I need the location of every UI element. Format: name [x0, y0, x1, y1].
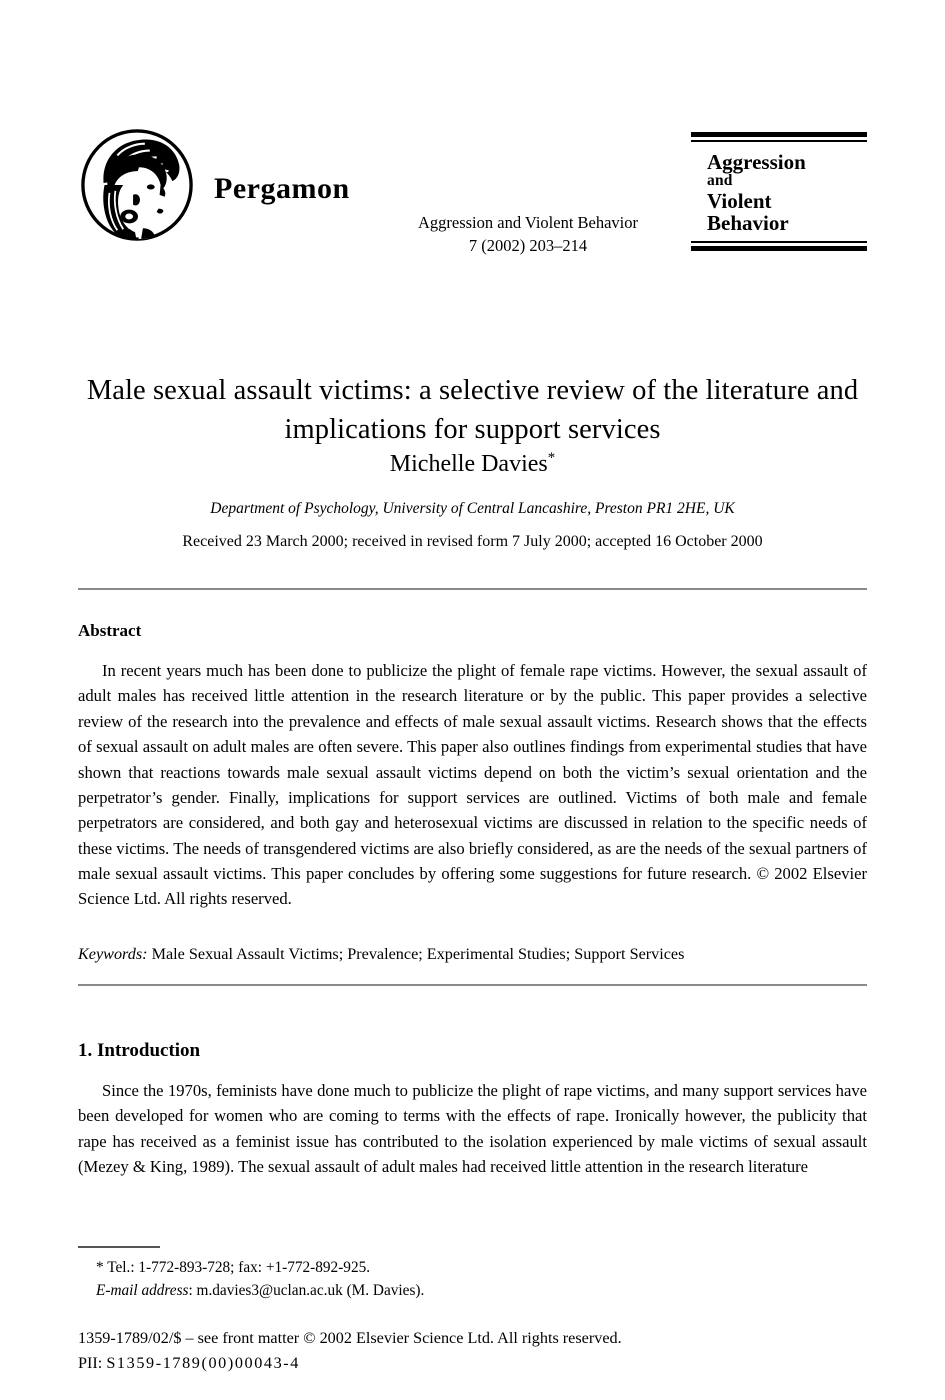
section-heading-introduction: 1. Introduction: [78, 1040, 201, 1061]
masthead-word-aggression: Aggression: [707, 150, 806, 174]
colophon: [78, 1326, 867, 1375]
pii-value: S1359-1789(00)00043-4: [106, 1353, 300, 1372]
author-affiliation: Department of Psychology, University of Central Lancashire, Preston PR1 2HE, UK: [210, 500, 735, 517]
journal-reference: [378, 212, 678, 258]
masthead-word-behavior: Behavior: [707, 210, 789, 235]
section-body-introduction: Since the 1970s, feminists have done much to publicize the plight of rape victims, and many support services have been developed for women who are coming to terms with the effects of rape. Ironically however, the publicity that rape has received as a feminist issue has contributed to the isolation experienced by male victims of sexual assault (Mezey & King, 1989). The sexual assault of adult males had received little attention in the research literature: [78, 1081, 867, 1177]
author-name: [78, 450, 867, 478]
pergamon-coin-icon: [78, 126, 196, 244]
masthead: [78, 126, 867, 271]
keywords-label: Keywords:: [78, 945, 148, 963]
keywords: [78, 945, 867, 964]
footnote-email: [78, 1279, 778, 1302]
footnote-email-value: : m.davies3@uclan.ac.uk (M. Davies).: [188, 1282, 425, 1300]
submission-dates: Received 23 March 2000; received in revised form 7 July 2000; accepted 16 October 2000: [182, 533, 763, 550]
abstract-heading: Abstract: [78, 621, 142, 640]
abstract-body: In recent years much has been done to publicize the plight of female rape victims. However, the sexual assault of adult males has received little attention in the research literature or by the public. This paper provides a selective review of the research into the prevalence and effects of male sexual assault victims. Research shows that the effects of sexual assault on adult males are often severe. This paper also outlines findings from experimental studies that have shown that reactions towards male sexual assault victims depend on both the victim’s sexual orientation and the perpetrator’s gender. Finally, implications for support services are outlined. Victims of both male and female perpetrators are considered, and both gay and heterosexual victims are discussed in relation to the specific needs of these victims. The needs of transgendered victims are also briefly considered, as are the needs of the sexual partners of male sexual assault victims. This paper concludes by offering some suggestions for future research. © 2002 Elsevier Science Ltd. All rights reserved.: [78, 661, 867, 909]
divider-below-keywords: [78, 984, 867, 986]
divider-above-abstract: [78, 588, 867, 590]
article-title: Male sexual assault victims: a selective review of the literature and implications for support services: [86, 375, 859, 446]
pii-label: PII:: [78, 1353, 107, 1372]
masthead-word-violent: Violent: [707, 188, 772, 213]
keywords-list: Male Sexual Assault Victims; Prevalence; Experimental Studies; Support Services: [151, 945, 685, 963]
journal-reference-volume: 7 (2002) 203–214: [468, 235, 588, 255]
footnote-block: [78, 1256, 778, 1303]
journal-masthead-logo: [691, 132, 867, 251]
footnote-email-label: E-mail address: [96, 1282, 189, 1300]
publisher-logo: [78, 126, 350, 244]
masthead-rule-bottom-thick: [691, 246, 867, 251]
pii-line: [78, 1351, 867, 1376]
author-footnote-marker: *: [547, 450, 556, 466]
author-label: Michelle Davies: [389, 451, 548, 477]
footnote-contact: * Tel.: 1-772-893-728; fax: +1-772-892-925.: [96, 1259, 371, 1276]
journal-reference-title: Aggression and Violent Behavior: [417, 213, 639, 232]
footnote-separator: [78, 1246, 160, 1248]
copyright-line: 1359-1789/02/$ – see front matter © 2002 Elsevier Science Ltd. All rights reserved.: [78, 1329, 622, 1347]
journal-masthead-text: [691, 142, 867, 241]
publisher-name: Pergamon: [214, 172, 350, 205]
masthead-word-and: and: [707, 172, 733, 190]
